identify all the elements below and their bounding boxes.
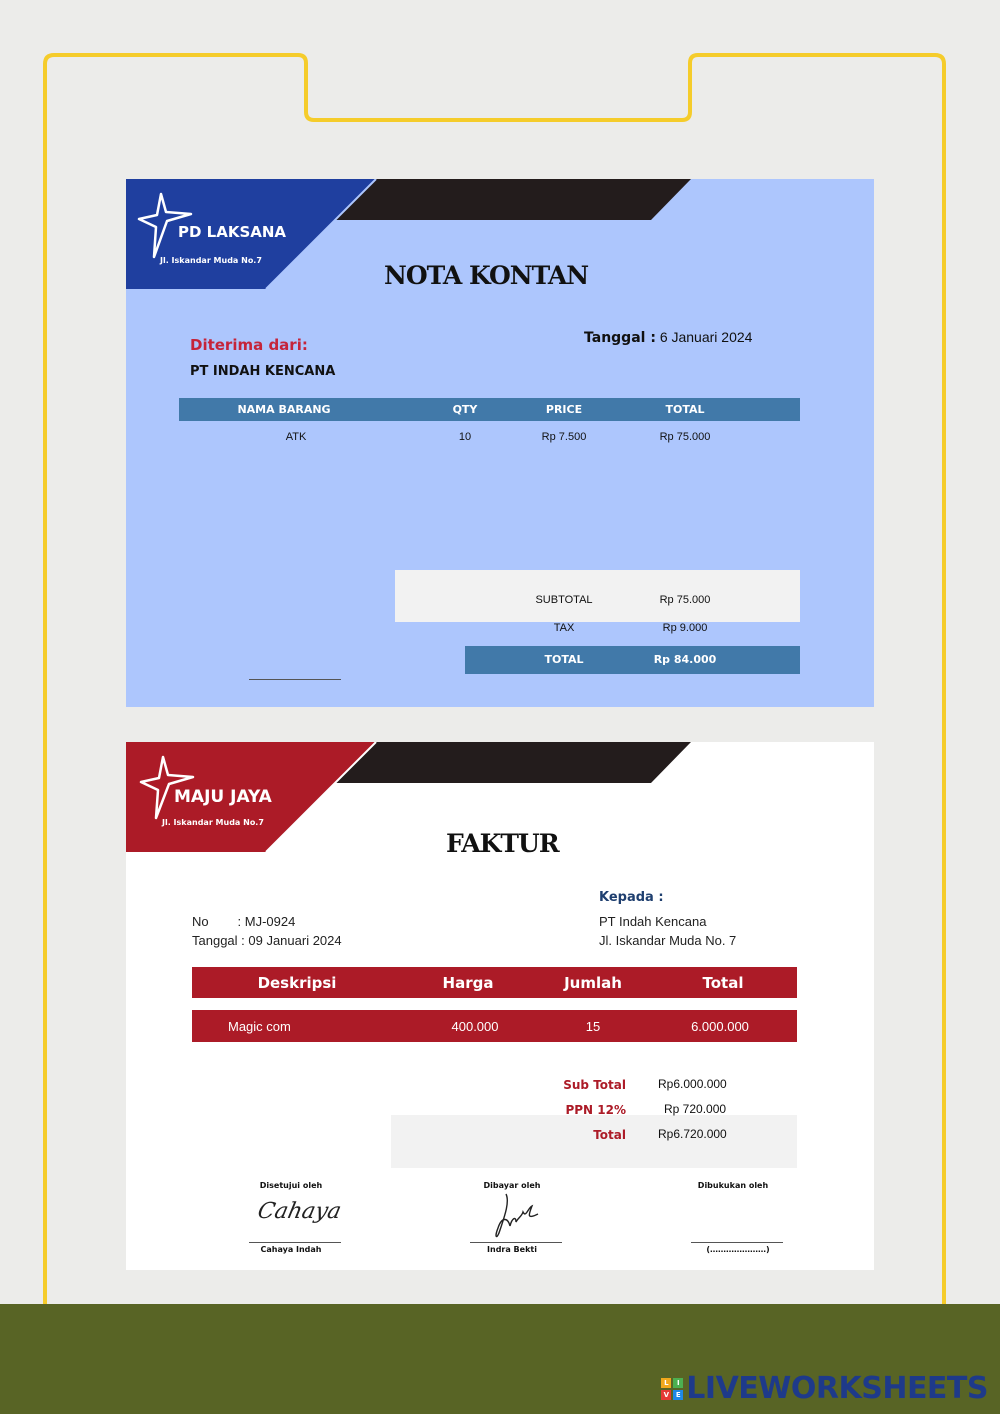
invoice-date: Tanggal : 09 Januari 2024 <box>192 933 342 948</box>
col-nama-barang: NAMA BARANG <box>237 403 331 416</box>
tax-value: Rp 9.000 <box>662 622 708 634</box>
received-from: PT INDAH KENCANA <box>190 364 336 379</box>
table-header <box>192 967 797 998</box>
table-header <box>179 398 800 421</box>
subtotal-value: Rp 75.000 <box>659 594 711 606</box>
subtotal-value: Rp6.000.000 <box>658 1077 727 1091</box>
row-qty: 10 <box>458 431 472 443</box>
company-name: MAJU JAYA <box>174 787 272 807</box>
row-item: ATK <box>285 431 307 443</box>
approved-by-title: Disetujui oleh <box>259 1181 323 1190</box>
row-description: Magic com <box>228 1019 291 1034</box>
tax-label: TAX <box>553 622 575 634</box>
company-address: Jl. Iskandar Muda No.7 <box>162 818 264 827</box>
table-row <box>192 1010 797 1042</box>
document-title: NOTA KONTAN <box>384 261 589 290</box>
total-bar <box>465 646 800 674</box>
row-total: 6.000.000 <box>691 1019 749 1034</box>
company-address: Jl. Iskandar Muda No.7 <box>160 256 262 265</box>
date-line <box>584 329 752 346</box>
subtotal-label: SUBTOTAL <box>535 594 593 606</box>
payer-name: Indra Bekti <box>487 1245 537 1254</box>
row-price: 400.000 <box>451 1019 499 1034</box>
brand-name: LIVEWORKSHEETS <box>686 1371 988 1406</box>
signature-indra <box>488 1188 548 1243</box>
table-row <box>179 431 800 449</box>
logo-grid-icon: L I V E <box>661 1378 683 1400</box>
date-label: Tanggal : <box>584 330 656 346</box>
ppn-label: PPN 12% <box>565 1103 626 1117</box>
ppn-value: Rp 720.000 <box>664 1102 727 1116</box>
col-total: TOTAL <box>665 403 705 416</box>
company-name: PD LAKSANA <box>178 223 287 241</box>
total-label: Total <box>593 1128 626 1142</box>
total-label: TOTAL <box>544 653 584 666</box>
nota-kontan-card <box>126 179 874 707</box>
to-label: Kepada : <box>599 890 664 905</box>
row-total: Rp 75.000 <box>659 431 711 443</box>
to-name: PT Indah Kencana <box>599 914 707 929</box>
signature-line <box>249 679 341 680</box>
subtotal-label: Sub Total <box>563 1078 626 1092</box>
total-value: Rp6.720.000 <box>658 1127 727 1141</box>
col-jumlah: Jumlah <box>564 974 622 992</box>
to-address: Jl. Iskandar Muda No. 7 <box>599 933 737 948</box>
date-value: 6 Januari 2024 <box>659 329 753 345</box>
invoice-number: No : MJ-0924 <box>192 914 296 929</box>
col-harga: Harga <box>442 974 494 992</box>
row-quantity: 15 <box>585 1019 601 1034</box>
signature-line-2 <box>470 1242 562 1243</box>
col-qty: QTY <box>452 403 478 416</box>
liveworksheets-logo[interactable] <box>661 1372 988 1406</box>
booker-name: (…………………) <box>706 1245 770 1254</box>
signature-cahaya: Cahaya <box>255 1199 344 1224</box>
col-total: Total <box>702 974 744 992</box>
total-value: Rp 84.000 <box>653 653 717 666</box>
document-title: FAKTUR <box>446 829 559 858</box>
row-price: Rp 7.500 <box>541 431 587 443</box>
received-label: Diterima dari: <box>190 336 308 354</box>
paid-by-title: Dibayar oleh <box>483 1181 541 1190</box>
faktur-card <box>126 742 874 1270</box>
col-deskripsi: Deskripsi <box>257 974 337 992</box>
booked-by-title: Dibukukan oleh <box>697 1181 769 1190</box>
approver-name: Cahaya Indah <box>260 1245 322 1254</box>
col-price: PRICE <box>545 403 583 416</box>
signature-line-3 <box>691 1242 783 1243</box>
signature-line-1 <box>249 1242 341 1243</box>
